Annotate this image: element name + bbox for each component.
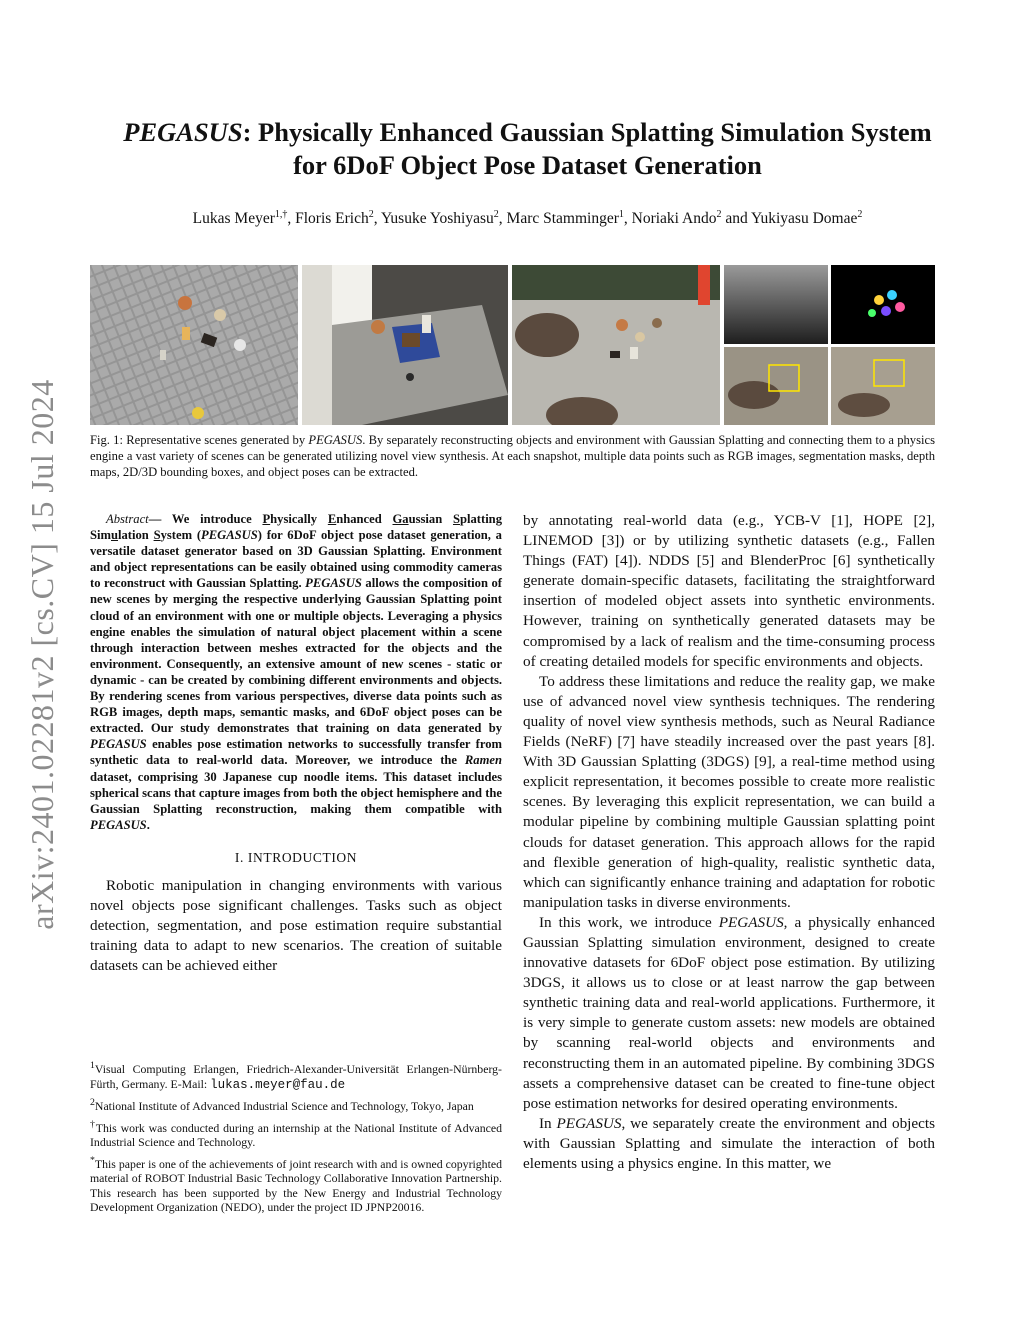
figure-caption: [90, 432, 935, 481]
footnote: †This work was conducted during an internship at the National Institute of Advanced Industrial Science and Technology.: [90, 1118, 502, 1150]
caption-label: Fig. 1: Representative scenes generated by: [90, 433, 309, 447]
author: Yukiyasu Domae$^2$: [751, 209, 863, 228]
body-paragraph: To address these limitations and reduce the reality gap, we make use of advanced novel view synthesis techniques. The rendering quality of novel view synthesis methods, such as Neural Radiance Fields (NeRF) [7] have steadily increased over the past years [8]. With 3D Gaussian Splatting (3DGS) [9], a real-time method using explicit representation, it becomes possible to create more realistic scenes. By leveraging this explicit representation, we can build a modular pipeline by combining multiple Gaussian splatting point clouds for dataset generation. This approach allows for the rapid and flexible generation of high-quality, realistic synthetic data, which can significantly enhance training and adaptation for robotic manipulation tasks in diverse environments.: [523, 672, 935, 911]
email-address: lukas.meyer@fau.de: [210, 1077, 346, 1092]
title-line-1: [60, 116, 995, 149]
scene-image-pavement: [90, 265, 298, 425]
title-italic: PEGASUS: [123, 117, 243, 147]
author-list: [60, 209, 995, 228]
footnotes: [90, 1059, 502, 1219]
footnote: $^2$National Institute of Advanced Industrial Science and Technology, Tokyo, Japan: [90, 1097, 474, 1114]
body-paragraph: by annotating real-world data (e.g., YCB-V [1], HOPE [2], LINEMOD [3]) or by utilizing synthetic datasets (e.g., Fallen Things (FAT) [4]). NDDS [5] and BlenderProc [6] synthetically generate domain-specific datasets, facilitating the straightforward insertion of modeled object assets into synthetic environments. However, training on synthetically generated datasets may be compromised by a lack of realism and the time-consuming process of creating detailed models for specific environments and objects.: [523, 512, 935, 670]
figure-1-scenes: [90, 265, 935, 425]
paper-title: [60, 116, 995, 182]
body-paragraph: In this work, we introduce PEGASUS, a physically enhanced Gaussian Splatting simulation environment, designed to create innovative datasets for 6DoF object pose estimation. By utilizing 3DGS, it allows us to close or at least narrow the gap between synthetic training data and real-world applications. Furthermore, it is very simple to generate custom assets: new models are obtained by scanning real-world objects and environments and reconstructing them in an automated pipeline. By combining 3DGS assets a comprehensive dataset can be created to fine-tune object pose estimation networks for desired operating environments.: [523, 913, 935, 1112]
author: Noriaki Ando$^2$ and: [631, 209, 752, 228]
footnote: $^1$Visual Computing Erlangen, Friedrich-Alexander-Universität Erlangen-Nürnberg-Fürth, Germany. E-Mail: lukas.meyer@fau.de: [90, 1060, 502, 1092]
abstract-label: Abstract: [106, 512, 149, 526]
left-column: [90, 511, 502, 976]
intro-paragraph: Robotic manipulation in changing environments with various novel objects pose significant challenges. Tasks such as object detection, segmentation, and pose estimation require substantial training data to adapt to new scenarios. The creation of suitable datasets can be achieved either: [90, 876, 502, 975]
scene-image-outdoor: [512, 265, 720, 425]
arxiv-identifier-text: arXiv:2401.02281v2 [cs.CV] 15 Jul 2024: [23, 378, 60, 930]
caption-text: . By separately reconstructing objects and environment with Gaussian Splatting and connecting them to a physics engine a vast variety of scenes can be generated utilizing novel view synthesis. At each snapshot, multiple data points such as RGB images, segmentation masks, depth maps, 2D/3D bounding boxes, and object poses can be extracted.: [90, 433, 935, 480]
body-paragraph: In PEGASUS, we separately create the environment and objects with Gaussian Splatting and simulate the interaction of both elements using a physics engine. In this matter, we: [523, 1114, 935, 1172]
section-heading-introduction: I. INTRODUCTION: [234, 849, 358, 865]
footnote: *This paper is one of the achievements of joint research with and is owned copyrighted material of ROBOT Industrial Basic Technology Collaborative Innovation Partnership. This research has been supported by the New Energy and Industrial Technology Development Organization (NEDO), under the project ID JPNP20016.: [90, 1154, 502, 1215]
abstract: Abstract— We introduce Physically Enhanced Gaussian Splatting Simulation System (PEGASUS) for 6DoF object pose dataset generation, a versatile dataset generator based on 3D Gaussian Splatting. Environment and object representations can be easily obtained using commodity cameras to reconstruct with Gaussian Splatting. PEGASUS allows the composition of new scenes by merging the respective underlying Gaussian Splatting point cloud of an environment with one or multiple objects. Leveraging a physics engine enables the simulation of natural object placement within a scene through interaction between meshes extracted for the objects and the environment. Consequently, an extensive amount of new scenes - static or dynamic - can be created by combining different environments and objects. By rendering scenes from various perspectives, diverse data points such as RGB images, depth maps, semantic masks, and 6DoF object poses can be extracted. Our study demonstrates that training on data generated by PEGASUS enables pose estimation networks to successfully transfer from synthetic data to real-world data. Moreover, we introduce the Ramen dataset, comprising 30 Japanese cup noodle items. This dataset includes spherical scans that capture images from both the object hemisphere and the Gaussian Splatting reconstruction, making them compatible with PEGASUS.: [90, 512, 502, 832]
title-rest: : Physically Enhanced Gaussian Splatting Simulation System: [242, 117, 932, 147]
right-column: [523, 511, 935, 1174]
scene-image-table: [302, 265, 508, 425]
author: Marc Stamminger$^1$,: [506, 209, 632, 228]
author: Yusuke Yoshiyasu$^2$,: [380, 209, 507, 228]
arxiv-identifier: [22, 365, 62, 943]
title-line-2: for 6DoF Object Pose Dataset Generation: [293, 150, 762, 180]
caption-italic: PEGASUS: [308, 433, 363, 447]
author: Lukas Meyer$^{1,\dagger}$,: [192, 209, 296, 228]
scene-image-modalities: [724, 265, 935, 425]
author: Floris Erich$^2$,: [295, 209, 381, 228]
